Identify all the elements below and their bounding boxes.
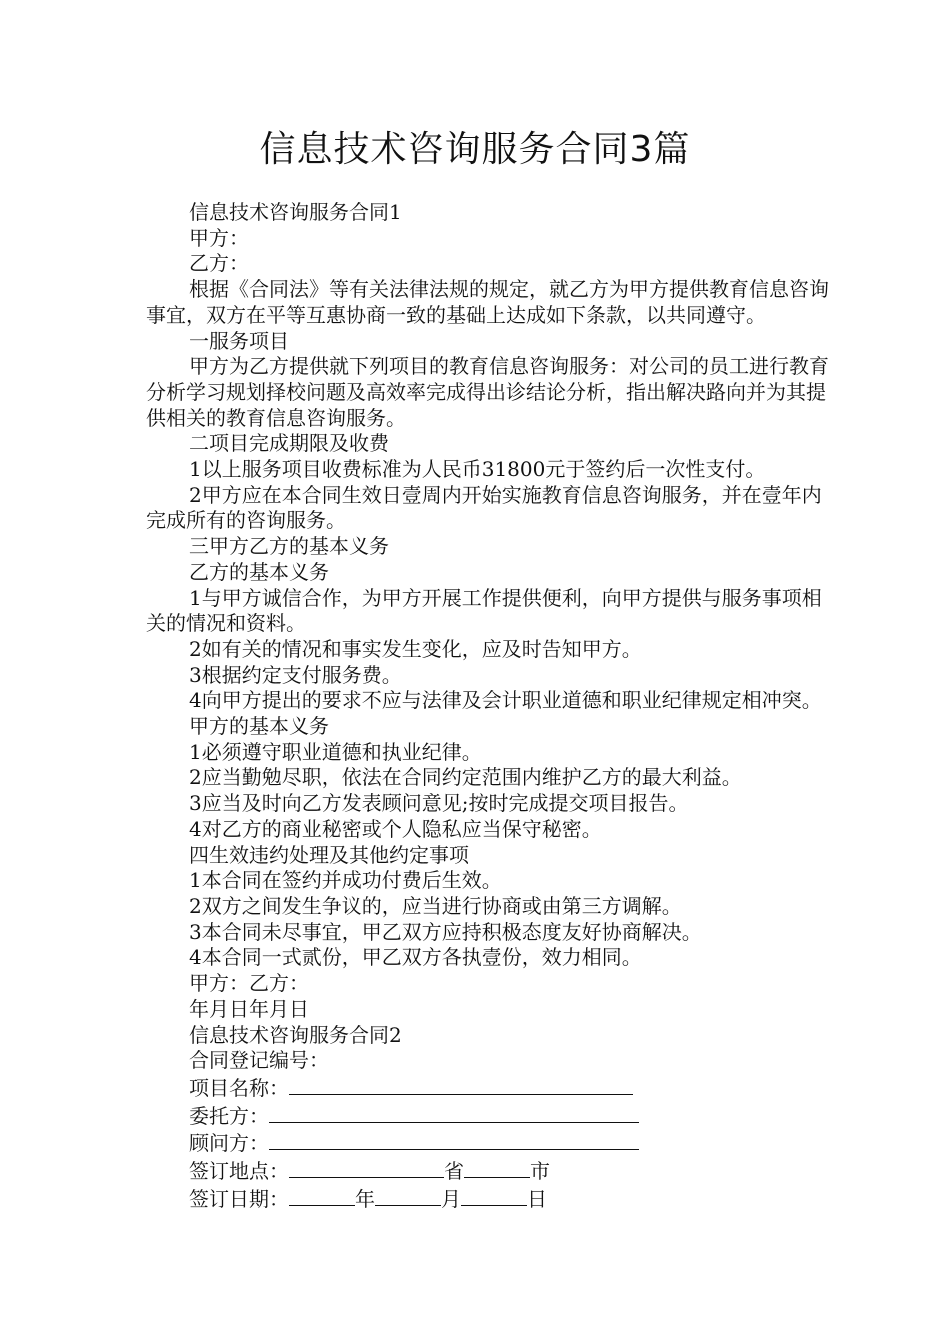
paragraph: 信息技术咨询服务合同1 [189,200,402,224]
project-name-label: 项目名称： [189,1075,289,1100]
year-text: 年 [355,1186,375,1211]
paragraph: 3应当及时向乙方发表顾问意见;按时完成提交项目报告。 [189,791,689,816]
paragraph: 2甲方应在本合同生效日壹周内开始实施教育信息咨询服务，并在壹年内完成所有的咨询服务。 [146,482,822,533]
consultant-label: 顾问方： [189,1131,269,1156]
consultant-line [146,1129,830,1157]
paragraph: 1以上服务项目收费标准为人民币31800元于签约后一次性支付。 [189,457,766,482]
document-body [146,200,830,1212]
client-blank [269,1102,639,1123]
paragraph: 2如有关的情况和事实发生变化，应及时告知甲方。 [189,636,642,661]
month-blank [375,1185,441,1206]
day-text: 日 [527,1186,547,1211]
project-name-line [146,1074,830,1102]
city-text: 市 [530,1159,550,1184]
section-heading: 二项目完成期限及收费 [189,431,389,456]
sign-place-line [146,1157,830,1185]
year-blank [289,1185,355,1206]
day-blank [461,1185,527,1206]
paragraph: 4本合同一式贰份，甲乙双方各执壹份，效力相同。 [189,945,642,970]
paragraph: 1与甲方诚信合作，为甲方开展工作提供便利，向甲方提供与服务事项相关的情况和资料。 [146,585,822,636]
sign-date-label: 签订日期： [189,1186,289,1211]
paragraph: 4向甲方提出的要求不应与法律及会计职业道德和职业纪律规定相冲突。 [189,688,822,713]
signature-parties: 甲方：乙方： [189,971,309,996]
province-blank [289,1157,444,1178]
paragraph: 1本合同在签约并成功付费后生效。 [189,868,502,893]
paragraph: 1必须遵守职业道德和执业纪律。 [189,739,482,764]
paragraph: 乙方： [189,251,249,276]
paragraph: 甲方为乙方提供就下列项目的教育信息咨询服务：对公司的员工进行教育分析学习规划择校问题及高效率完成得出诊结论分析，指出解决路向并为其提供相关的教育信息咨询服务。 [146,354,829,430]
paragraph: 4对乙方的商业秘密或个人隐私应当保守秘密。 [189,816,602,841]
client-label: 委托方： [189,1103,269,1128]
registration-number: 合同登记编号： [189,1048,329,1073]
client-line [146,1102,830,1130]
subsection-heading: 甲方的基本义务 [189,714,329,739]
section-heading: 三甲方乙方的基本义务 [189,534,389,559]
paragraph: 3根据约定支付服务费。 [189,662,402,687]
section-heading: 一服务项目 [189,328,289,353]
sign-date-line [146,1185,830,1213]
paragraph: 2双方之间发生争议的，应当进行协商或由第三方调解。 [189,893,682,918]
subsection-heading: 乙方的基本义务 [189,559,329,584]
month-text: 月 [441,1186,461,1211]
project-name-blank [289,1074,633,1095]
signature-dates: 年月日年月日 [189,996,309,1021]
city-blank [464,1157,530,1178]
paragraph: 根据《合同法》等有关法律法规的规定，就乙方为甲方提供教育信息咨询事宜，双方在平等互惠协商一致的基础上达成如下条款，以共同遵守。 [146,277,829,327]
sign-place-label: 签订地点： [189,1159,289,1184]
paragraph: 2应当勤勉尽职，依法在合同约定范围内维护乙方的最大利益。 [189,765,742,790]
section-heading: 四生效违约处理及其他约定事项 [189,842,469,867]
paragraph: 甲方： [189,225,249,250]
province-text: 省 [444,1159,464,1184]
document-title: 信息技术咨询服务合同3篇 [259,129,691,170]
paragraph: 3本合同未尽事宜，甲乙双方应持积极态度友好协商解决。 [189,919,702,944]
consultant-blank [269,1129,639,1150]
contract-heading: 信息技术咨询服务合同2 [189,1022,402,1047]
